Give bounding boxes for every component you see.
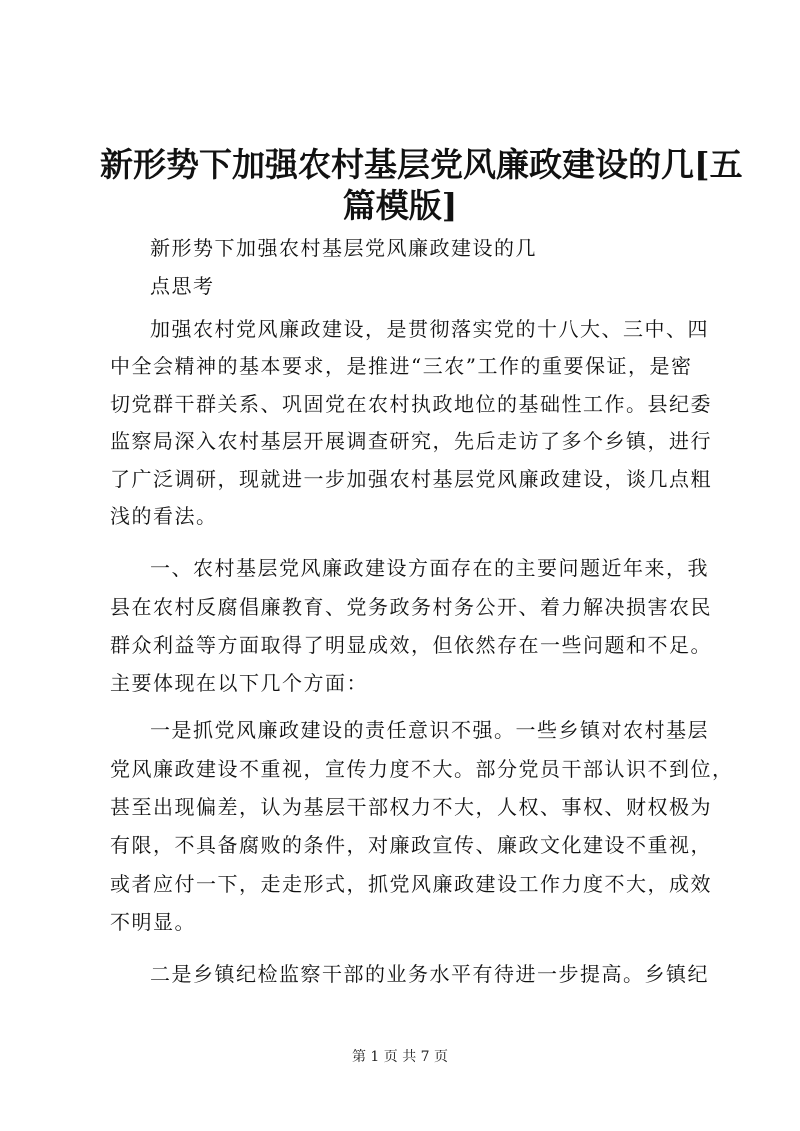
body-line: 党风廉政建设不重视，宣传力度不大。部分党员干部认识不到位，: [110, 757, 734, 781]
body-line: 中全会精神的基本要求，是推进“三农”工作的重要保证，是密: [110, 354, 693, 378]
body-line: 一是抓党风廉政建设的责任意识不强。一些乡镇对农村基层: [150, 718, 709, 742]
document-title-line-1: 新形势下加强农村基层党风廉政建设的几[五: [100, 145, 743, 184]
body-line: 了广泛调研，现就进一步加强农村基层党风廉政建设，谈几点粗: [110, 467, 712, 491]
body-line: 一、农村基层党风廉政建设方面存在的主要问题近年来，我: [150, 556, 709, 580]
body-line: 二是乡镇纪检监察干部的业务水平有待进一步提高。乡镇纪: [150, 962, 709, 986]
body-line: 县在农村反腐倡廉教育、党务政务村务公开、着力解决损害农民: [110, 595, 712, 619]
body-line: 主要体现在以下几个方面：: [110, 671, 368, 695]
body-line: 加强农村党风廉政建设，是贯彻落实党的十八大、三中、四: [150, 317, 709, 341]
body-line: 切党群干群关系、巩固党在农村执政地位的基础性工作。县纪委: [110, 392, 712, 416]
body-line: 有限，不具备腐败的条件，对廉政宣传、廉政文化建设不重视，: [110, 833, 712, 857]
body-line: 群众利益等方面取得了明显成效，但依然存在一些问题和不足。: [110, 633, 712, 657]
page-footer: 第 1 页 共 7 页: [351, 1049, 449, 1065]
document-title-line-2: 篇模版]: [342, 186, 458, 225]
subtitle-line-1: 新形势下加强农村基层党风廉政建设的几: [150, 236, 537, 260]
body-line: 或者应付一下，走走形式，抓党风廉政建设工作力度不大，成效: [110, 872, 712, 896]
subtitle-line-2: 点思考: [150, 274, 215, 298]
body-line: 浅的看法。: [110, 504, 218, 528]
body-line: 甚至出现偏差，认为基层干部权力不大，人权、事权、财权极为: [110, 795, 712, 819]
body-line: 不明显。: [110, 910, 196, 934]
body-line: 监察局深入农村基层开展调查研究，先后走访了多个乡镇，进行: [110, 429, 712, 453]
